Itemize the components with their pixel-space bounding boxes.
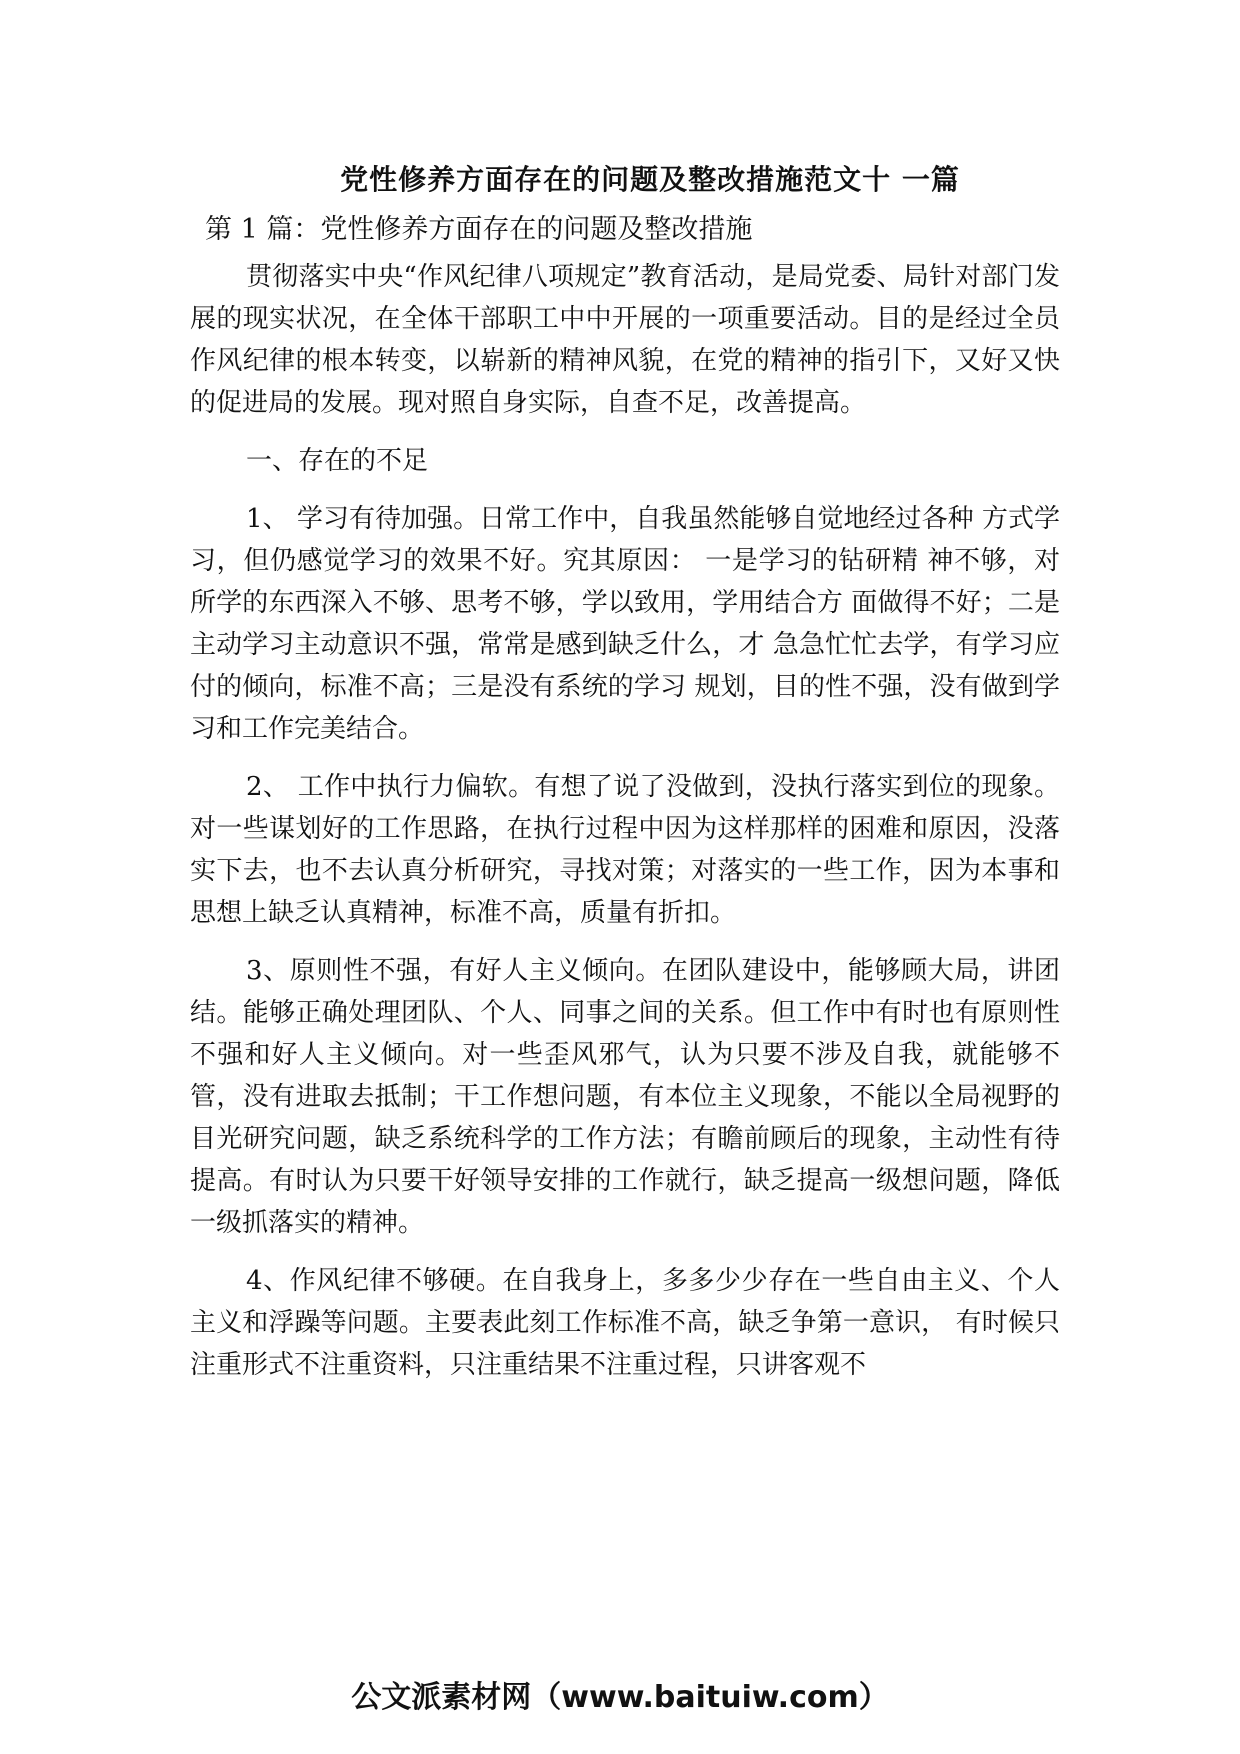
paragraph-item-4: 4、作风纪律不够硬。在自我身上，多多少少存在一些自由主义、个人主义和浮躁等问题。主要表此刻工作标准不高，缺乏争第一意识， 有时候只注重形式不注重资料，只注重结果不注重过程，只讲客观不 xyxy=(190,1266,1060,1380)
paragraph-item-1: 1、 学习有待加强。日常工作中，自我虽然能够自觉地经过各种 方式学习，但仍感觉学习的效果不好。究其原因： 一是学习的钻研精 神不够，对所学的东西深入不够、思考不够，学以致用，学用结合方 面做得不好；二是主动学习主动意识不强，常常是感到缺乏什么，才 急急忙忙去学，有学习应付的倾向，标准不高；三是没有系统的学习 规划，目的性不强，没有做到学习和工作完美结合。 xyxy=(190,504,1060,744)
footer-source: 公文派素材网（www.baituiw.com） xyxy=(351,1680,889,1715)
section-heading-shortcomings: 一、存在的不足 xyxy=(246,446,429,476)
document-subtitle: 第 1 篇：党性修养方面存在的问题及整改措施 xyxy=(205,214,753,245)
document-body xyxy=(190,256,1060,1402)
paragraph-item-3: 3、原则性不强，有好人主义倾向。在团队建设中，能够顾大局，讲团结。能够正确处理团队、个人、同事之间的关系。但工作中有时也有原则性不强和好人主义倾向。对一些歪风邪气，认为只要不涉及自我，就能够不管，没有进取去抵制；干工作想问题，有本位主义现象，不能以全局视野的目光研究问题，缺乏系统科学的工作方法；有瞻前顾后的现象，主动性有待提高。有时认为只要干好领导安排的工作就行，缺乏提高一级想问题，降低一级抓落实的精神。 xyxy=(190,956,1060,1238)
paragraph-intro: 贯彻落实中央“作风纪律八项规定”教育活动，是局党委、局针对部门发展的现实状况，在全体干部职工中中开展的一项重要活动。目的是经过全员作风纪律的根本转变，以崭新的精神风貌，在党的精神的指引下，又好又快的促进局的发展。现对照自身实际，自查不足，改善提高。 xyxy=(190,262,1060,418)
document-title: 党性修养方面存在的问题及整改措施范文十 一篇 xyxy=(340,163,960,196)
paragraph-item-2: 2、 工作中执行力偏软。有想了说了没做到，没执行落实到位的现象。对一些谋划好的工作思路，在执行过程中因为这样那样的困难和原因，没落实下去，也不去认真分析研究，寻找对策；对落实的一些工作，因为本事和思想上缺乏认真精神，标准不高，质量有折扣。 xyxy=(190,772,1060,928)
